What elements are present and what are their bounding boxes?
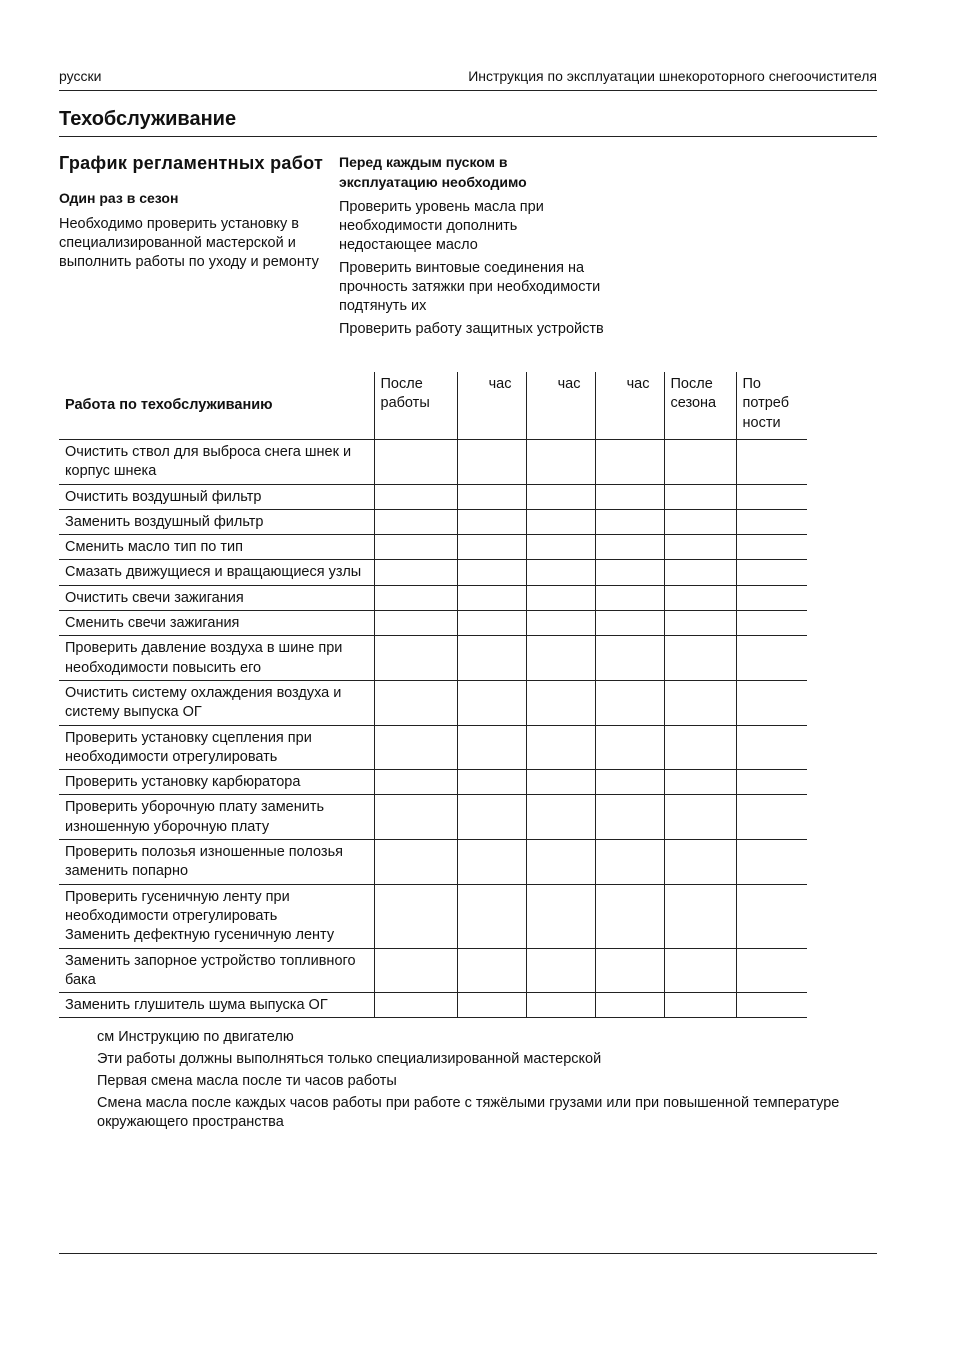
maintenance-table xyxy=(59,372,807,1018)
schedule-cell xyxy=(374,680,457,725)
column-header-hours-2: час xyxy=(526,372,595,440)
footnotes xyxy=(97,1028,867,1135)
table-row xyxy=(59,585,807,610)
schedule-cell xyxy=(664,636,736,681)
table-row xyxy=(59,636,807,681)
schedule-cell xyxy=(664,509,736,534)
schedule-cell xyxy=(595,948,664,993)
schedule-cell xyxy=(457,680,526,725)
footer-divider xyxy=(59,1253,877,1254)
schedule-cell xyxy=(595,440,664,485)
schedule-cell xyxy=(374,560,457,585)
schedule-cell xyxy=(736,535,807,560)
table-row xyxy=(59,884,807,948)
schedule-cell xyxy=(664,440,736,485)
schedule-cell xyxy=(736,770,807,795)
schedule-cell xyxy=(526,770,595,795)
schedule-cell xyxy=(664,993,736,1018)
schedule-cell xyxy=(595,795,664,840)
schedule-cell xyxy=(457,585,526,610)
schedule-cell xyxy=(374,993,457,1018)
column-header-hours-1: час xyxy=(457,372,526,440)
page-header xyxy=(59,68,877,91)
task-cell: Очистить ствол для выброса снега шнек и корпус шнека xyxy=(59,440,374,485)
table-row xyxy=(59,840,807,885)
schedule-cell xyxy=(457,948,526,993)
pre-start-item: Проверить уровень масла при необходимости дополнить недостающее масло xyxy=(339,199,544,253)
schedule-cell xyxy=(736,484,807,509)
document-title: Инструкция по эксплуатации шнекороторного снегоочистителя xyxy=(468,68,877,84)
schedule-cell xyxy=(736,636,807,681)
section-divider xyxy=(59,136,877,137)
task-cell: Очистить систему охлаждения воздуха и систему выпуска ОГ xyxy=(59,680,374,725)
schedule-cell xyxy=(374,795,457,840)
column-header-after-season: После сезона xyxy=(664,372,736,440)
schedule-cell xyxy=(457,840,526,885)
schedule-cell xyxy=(526,585,595,610)
schedule-cell xyxy=(664,948,736,993)
schedule-cell xyxy=(374,884,457,948)
column-header-hours-3: час xyxy=(595,372,664,440)
schedule-cell xyxy=(526,884,595,948)
schedule-cell xyxy=(457,884,526,948)
section-title: Техобслуживание xyxy=(59,108,237,130)
schedule-cell xyxy=(526,535,595,560)
schedule-cell xyxy=(595,636,664,681)
schedule-cell xyxy=(526,948,595,993)
schedule-cell xyxy=(374,636,457,681)
schedule-cell xyxy=(457,484,526,509)
schedule-cell xyxy=(526,440,595,485)
task-cell: Проверить давление воздуха в шине при необходимости повысить его xyxy=(59,636,374,681)
task-cell: Заменить глушитель шума выпуска ОГ xyxy=(59,993,374,1018)
pre-start-checks xyxy=(339,152,609,343)
footnote: Смена масла после каждых часов работы при работе с тяжёлыми грузами или при повышенной температуре окружающего пространства xyxy=(97,1095,840,1130)
schedule-cell xyxy=(526,611,595,636)
schedule-cell xyxy=(374,535,457,560)
schedule-cell xyxy=(736,993,807,1018)
schedule-cell xyxy=(457,636,526,681)
task-cell: Сменить свечи зажигания xyxy=(59,611,374,636)
table-row xyxy=(59,560,807,585)
schedule-cell xyxy=(595,993,664,1018)
schedule-cell xyxy=(736,585,807,610)
table-body xyxy=(59,440,807,1018)
footnote: Эти работы должны выполняться только специализированной мастерской xyxy=(97,1051,602,1067)
schedule-cell xyxy=(457,560,526,585)
schedule-cell xyxy=(595,680,664,725)
schedule-cell xyxy=(526,560,595,585)
schedule-cell xyxy=(526,840,595,885)
task-cell: Проверить установку карбюратора xyxy=(59,770,374,795)
schedule-cell xyxy=(664,770,736,795)
schedule-cell xyxy=(374,611,457,636)
table-row xyxy=(59,770,807,795)
table-row xyxy=(59,795,807,840)
schedule-cell xyxy=(595,509,664,534)
schedule-cell xyxy=(736,611,807,636)
table-row xyxy=(59,993,807,1018)
table-row xyxy=(59,611,807,636)
schedule-cell xyxy=(664,484,736,509)
task-cell: Заменить запорное устройство топливного бака xyxy=(59,948,374,993)
schedule-cell xyxy=(374,725,457,770)
schedule-cell xyxy=(595,611,664,636)
schedule-cell xyxy=(664,611,736,636)
task-cell: Проверить уборочную плату заменить изношенную уборочную плату xyxy=(59,795,374,840)
pre-start-item: Проверить работу защитных устройств xyxy=(339,321,604,337)
schedule-cell xyxy=(664,535,736,560)
schedule-cell xyxy=(736,884,807,948)
task-cell: Заменить воздушный фильтр xyxy=(59,509,374,534)
schedule-cell xyxy=(736,680,807,725)
schedule-cell xyxy=(664,884,736,948)
schedule-cell xyxy=(457,725,526,770)
schedule-cell xyxy=(526,509,595,534)
schedule-cell xyxy=(595,484,664,509)
schedule-cell xyxy=(736,440,807,485)
task-cell: Очистить свечи зажигания xyxy=(59,585,374,610)
schedule-cell xyxy=(595,884,664,948)
pre-start-heading: Перед каждым пуском в эксплуатацию необходимо xyxy=(339,154,527,190)
schedule-cell xyxy=(664,840,736,885)
table-row xyxy=(59,535,807,560)
schedule-intro xyxy=(59,152,324,272)
schedule-cell xyxy=(595,770,664,795)
schedule-cell xyxy=(736,725,807,770)
pre-start-item: Проверить винтовые соединения на прочность затяжки при необходимости подтянуть их xyxy=(339,260,601,314)
task-cell: Проверить гусеничную ленту при необходимости отрегулировать Заменить дефектную гусеничную ленту xyxy=(59,884,374,948)
schedule-cell xyxy=(457,535,526,560)
schedule-cell xyxy=(736,840,807,885)
table-row xyxy=(59,509,807,534)
schedule-cell xyxy=(374,948,457,993)
schedule-cell xyxy=(664,725,736,770)
column-header-after-work: После работы xyxy=(374,372,457,440)
footnote: см Инструкцию по двигателю xyxy=(97,1029,294,1045)
table-row xyxy=(59,440,807,485)
schedule-cell xyxy=(374,509,457,534)
task-cell: Очистить воздушный фильтр xyxy=(59,484,374,509)
schedule-cell xyxy=(526,725,595,770)
task-cell: Проверить установку сцепления при необходимости отрегулировать xyxy=(59,725,374,770)
schedule-cell xyxy=(374,484,457,509)
schedule-cell xyxy=(457,509,526,534)
schedule-cell xyxy=(457,440,526,485)
schedule-cell xyxy=(526,795,595,840)
schedule-cell xyxy=(457,611,526,636)
schedule-cell xyxy=(736,560,807,585)
schedule-cell xyxy=(595,560,664,585)
column-header-as-needed: По потреб ности xyxy=(742,376,790,431)
schedule-cell xyxy=(457,770,526,795)
schedule-cell xyxy=(526,993,595,1018)
table-row xyxy=(59,484,807,509)
language-label: русски xyxy=(59,68,102,84)
footnote: Первая смена масла после ти часов работы xyxy=(97,1073,397,1089)
task-cell: Смазать движущиеся и вращающиеся узлы xyxy=(59,560,374,585)
schedule-cell xyxy=(374,440,457,485)
schedule-cell xyxy=(374,840,457,885)
table-header-row xyxy=(59,372,807,440)
task-cell: Проверить полозья изношенные полозья заменить попарно xyxy=(59,840,374,885)
season-text: Необходимо проверить установку в специализированной мастерской и выполнить работы по уходу и ремонту xyxy=(59,216,319,270)
schedule-cell xyxy=(595,535,664,560)
task-column-header: Работа по техобслуживанию xyxy=(59,372,374,440)
schedule-cell xyxy=(736,795,807,840)
schedule-cell xyxy=(526,484,595,509)
schedule-cell xyxy=(736,948,807,993)
schedule-heading: График регламентных работ xyxy=(59,153,324,173)
table-row xyxy=(59,680,807,725)
schedule-cell xyxy=(526,680,595,725)
table-row xyxy=(59,725,807,770)
schedule-cell xyxy=(457,993,526,1018)
schedule-cell xyxy=(374,585,457,610)
task-cell: Сменить масло тип по тип xyxy=(59,535,374,560)
schedule-cell xyxy=(374,770,457,795)
schedule-cell xyxy=(736,509,807,534)
schedule-cell xyxy=(526,636,595,681)
schedule-cell xyxy=(595,585,664,610)
schedule-cell xyxy=(664,795,736,840)
season-subheading: Один раз в сезон xyxy=(59,190,179,206)
schedule-cell xyxy=(595,840,664,885)
schedule-cell xyxy=(664,680,736,725)
schedule-cell xyxy=(457,795,526,840)
schedule-cell xyxy=(664,585,736,610)
table-row xyxy=(59,948,807,993)
schedule-cell xyxy=(664,560,736,585)
schedule-cell xyxy=(595,725,664,770)
